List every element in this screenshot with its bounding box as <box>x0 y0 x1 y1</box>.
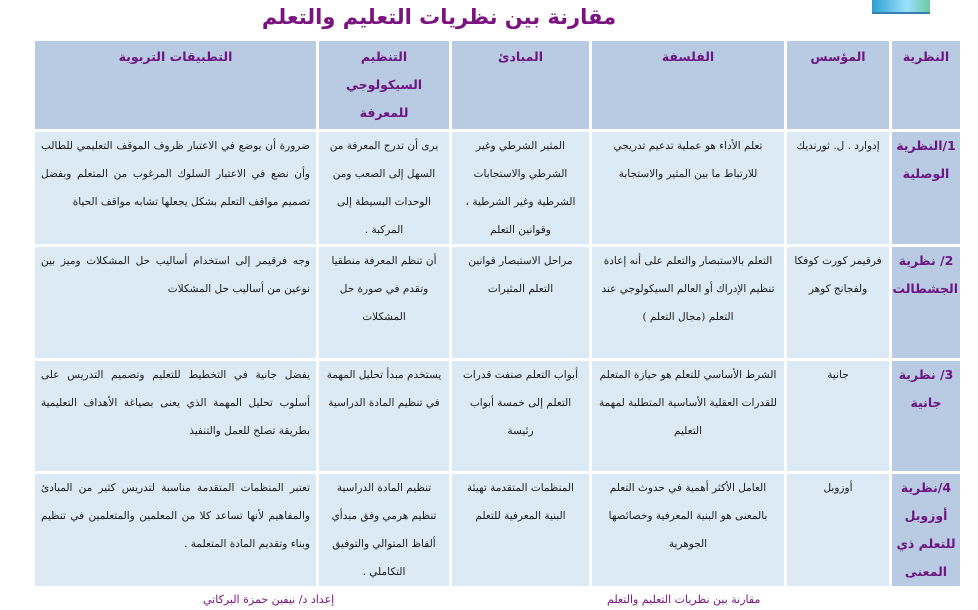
theory-name: 3/ نظرية جانية <box>892 361 960 471</box>
footer-title: مقارنة بين نظريات التعليم والتعلم <box>607 593 761 606</box>
header-organization: التنظيم السيكولوجي للمعرفة <box>319 41 449 129</box>
logo-icon <box>872 0 930 14</box>
principles-cell: المنظمات المتقدمة تهيئة البنية المعرفية للتعلم <box>452 474 589 586</box>
theory-name: 4/نظرية أوزوبل للتعلم ذي المعنى <box>892 474 960 586</box>
header-applications: التطبيقات التربوية <box>35 41 316 129</box>
principles-cell: المثير الشرطي وغير الشرطي والاستجابات الشرطية وغير الشرطية ، وقوانين التعلم <box>452 132 589 244</box>
philosophy-cell: التعلم بالاستبصار والتعلم على أنه إعادة تنظيم الإدراك أو العالم السيكولوجي عند التعلم (مجال التعلم ) <box>592 247 784 358</box>
founder-cell: جانية <box>787 361 889 471</box>
founder-cell: إدوارد . ل. ثورنديك <box>787 132 889 244</box>
header-principles: المبادئ <box>452 41 589 129</box>
applications-cell: تعتبر المنظمات المتقدمة مناسبة لتدريس كثير من المبادئ والمفاهيم لأنها تساعد كلا من المعلمين والمتعلمين في تنظيم وبناء وتقديم المادة المتعلمة . <box>35 474 316 586</box>
table-row <box>35 474 960 586</box>
philosophy-cell: تعلم الأداء هو عملية تدعيم تدريجي للارتباط ما بين المثير والاستجابة <box>592 132 784 244</box>
table-header-row <box>35 41 960 129</box>
comparison-table <box>32 38 963 589</box>
theory-name: 2/ نظرية الجشطالت <box>892 247 960 358</box>
principles-cell: مراحل الاستبصار قوانين التعلم المثيرات <box>452 247 589 358</box>
organization-cell: أن تنظم المعرفة منطقيا وتقدم في صورة حل المشكلات <box>319 247 449 358</box>
header-founder: المؤسس <box>787 41 889 129</box>
theory-name: 1/النظرية الوصلية <box>892 132 960 244</box>
table-row <box>35 132 960 244</box>
header-philosophy: الفلسفة <box>592 41 784 129</box>
organization-cell: يستخدم مبدأ تحليل المهمة في تنظيم المادة الدراسية <box>319 361 449 471</box>
founder-cell: أوزوبل <box>787 474 889 586</box>
principles-cell: أبواب التعلم صنفت قدرات التعلم إلى خمسة أبواب رئيسة <box>452 361 589 471</box>
applications-cell: وجه فرقيمر إلى استخدام أساليب حل المشكلات وميز بين نوعين من أساليب حل المشكلات <box>35 247 316 358</box>
footer-author: إعداد د/ نيفين حمزة البركاتي <box>203 593 335 606</box>
page-title: مقارنة بين نظريات التعليم والتعلم <box>261 5 617 29</box>
founder-cell: فرقيمر كورت كوفكا ولفجانج كوهر <box>787 247 889 358</box>
applications-cell: ضرورة أن يوضع في الاعتبار ظروف الموقف التعليمي للطالب وأن نضع في الاعتبار السلوك المرغوب من المتعلم وبفضل تصميم مواقف التعلم بشكل يجعلها تشابه مواقف الحياة <box>35 132 316 244</box>
header-theory: النظرية <box>892 41 960 129</box>
philosophy-cell: الشرط الأساسي للتعلم هو حيازة المتعلم للقدرات العقلية الأساسية المتطلبة لمهمة التعليم <box>592 361 784 471</box>
table-row <box>35 361 960 471</box>
organization-cell: تنظيم المادة الدراسية تنظيم هرمي وفق مبدأي ألفاظ المتوالي والتوفيق التكاملي . <box>319 474 449 586</box>
organization-cell: يرى أن تدرج المعرفة من السهل إلى الصعب ومن الوحدات البسيطة إلى المركبة . <box>319 132 449 244</box>
philosophy-cell: العامل الأكثر أهمية في حدوث التعلم بالمعنى هو البنية المعرفية وخصائصها الجوهرية <box>592 474 784 586</box>
applications-cell: يفضل جانية في التخطيط للتعليم وتصميم التدريس على أسلوب تحليل المهمة الذي يعنى بصياغة الأهداف التعليمية بطريقة تصلح للعمل والتنفيذ <box>35 361 316 471</box>
table-row <box>35 247 960 358</box>
